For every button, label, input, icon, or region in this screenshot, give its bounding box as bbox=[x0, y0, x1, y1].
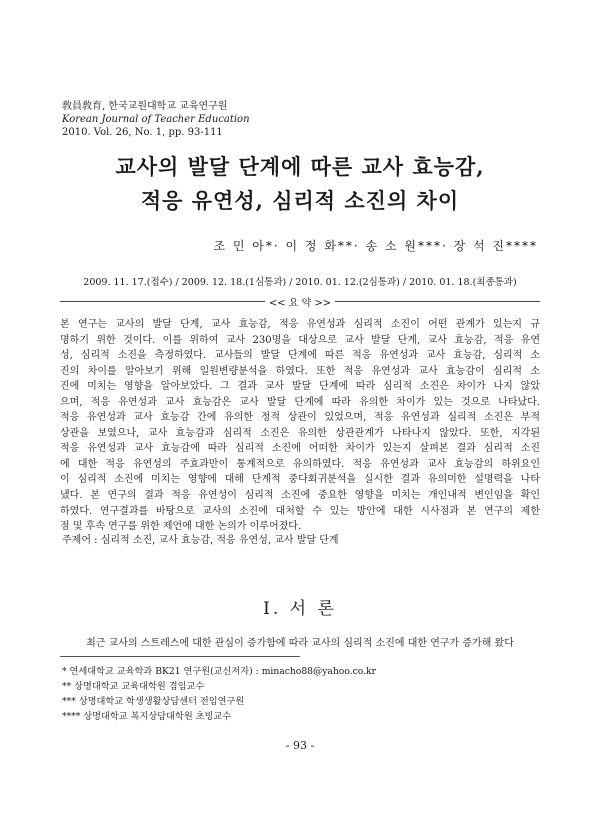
abstract-line: 적응 유연성과 교사 효능감 간에 유의한 정적 상관이 있었으며, 적응 유연성과 심리적 소진은 부적 bbox=[60, 412, 540, 424]
abstract-line: 점 및 후속 연구를 위한 제언에 대한 논의가 이루어졌다. bbox=[60, 521, 302, 533]
footnotes bbox=[62, 664, 376, 724]
footnote-divider bbox=[60, 656, 300, 657]
abstract-line: 하였다. 연구결과를 바탕으로 교사의 소진에 대처할 수 있는 방안에 대한 시사점과 본 연구의 제한 bbox=[60, 505, 540, 517]
author-list: 조 민 아*· 이 정 화**· 송 소 원***· 장 석 진**** bbox=[213, 239, 538, 253]
abstract-line: 에 대한 적응 유연성의 주효과만이 통계적으로 유의하였다. 적응 유연성과 교사 효능감의 하위요인 bbox=[60, 458, 540, 470]
journal-name-line: 敎員敎育, 한국교원대학교 교육연구원 bbox=[62, 101, 228, 112]
section-title: Ⅰ. 서 론 bbox=[263, 599, 337, 619]
title-line-2: 적응 유연성, 심리적 소진의 차이 bbox=[140, 188, 460, 213]
footnote-item: ** 상명대학교 교육대학원 겸임교수 bbox=[62, 681, 205, 692]
abstract-line: 진에 미치는 영향을 알아보았다. 그 결과 교사 발달 단계에 따라 심리적 소진은 차이가 나지 않았 bbox=[60, 381, 540, 393]
abstract-line: 적응 유연성과 교사 효능감에 따라 심리적 소진에 어떠한 차이가 있는지 살펴본 결과 심리적 소진 bbox=[60, 443, 540, 455]
keywords: 주제어 : 심리적 소진, 교사 효능감, 적응 유연성, 교사 발달 단계 bbox=[62, 535, 339, 546]
title-line-1: 교사의 발달 단계에 따른 교사 효능감, bbox=[115, 154, 485, 179]
abstract-line: 상관을 보였으나, 교사 효능감과 심리적 소진은 유의한 상관관계가 나타나지 않았다. 또한, 지각된 bbox=[60, 427, 540, 439]
abstract-line: 명하기 위한 것이다. 이를 위하여 교사 230명을 대상으로 교사 발달 단계, 교사 효능감, 적응 유연 bbox=[60, 334, 540, 346]
footnote-item: * 연세대학교 교육학과 BK21 연구원(교신저자) : minacho88@yahoo.co.kr bbox=[62, 666, 377, 677]
journal-header bbox=[62, 100, 250, 139]
abstract-heading bbox=[60, 293, 540, 309]
abstract-body bbox=[60, 317, 540, 535]
intro-paragraph: 최근 교사의 스트레스에 대한 관심이 증가함에 따라 교사의 심리적 소진에 대한 연구가 증가해 왔다 bbox=[86, 638, 514, 649]
abstract-line: 이 심리적 소진에 미치는 영향에 대해 단계적 중다회귀분석을 실시한 결과 유의미한 설명력을 나타 bbox=[60, 474, 540, 486]
abstract-line: 냈다. 본 연구의 결과 적응 유연성이 심리적 소진에 중요한 영향을 미치는 개인내적 변인임을 확인 bbox=[60, 490, 540, 502]
submission-dates: 2009. 11. 17.(접수) / 2009. 12. 18.(1심통과) / 2010. 01. 12.(2심통과) / 2010. 01. 18.(최종통과) bbox=[83, 277, 517, 288]
journal-volume-info: 2010. Vol. 26, No. 1, pp. 93-111 bbox=[62, 127, 223, 138]
footnote-item: **** 상명대학교 복지상담대학원 초빙교수 bbox=[62, 711, 232, 722]
journal-english-name: Korean Journal of Teacher Education bbox=[62, 114, 250, 125]
abstract-line: 성, 심리적 소진을 측정하였다. 교사들의 발달 단계에 따른 적응 유연성과 교사 효능감, 심리적 소 bbox=[60, 350, 540, 362]
abstract-line: 본 연구는 교사의 발달 단계, 교사 효능감, 적응 유연성과 심리적 소진이 어떤 관계가 있는지 규 bbox=[60, 319, 540, 330]
paper-title bbox=[0, 150, 600, 218]
page-number: - 93 - bbox=[285, 739, 315, 752]
abstract-line: 으며, 적응 유연성과 교사 효능감은 교사 발달 단계에 따라 유의한 차이가 있는 것으로 나타났다. bbox=[60, 396, 540, 408]
abstract-label: << 요 약 >> bbox=[268, 298, 332, 309]
footnote-item: *** 상명대학교 학생생활상담센터 전임연구원 bbox=[62, 696, 245, 707]
abstract-line: 진의 차이를 알아보기 위해 일원변량분석을 하였다. 또한 적응 유연성과 교사 효능감이 심리적 소 bbox=[60, 365, 540, 377]
